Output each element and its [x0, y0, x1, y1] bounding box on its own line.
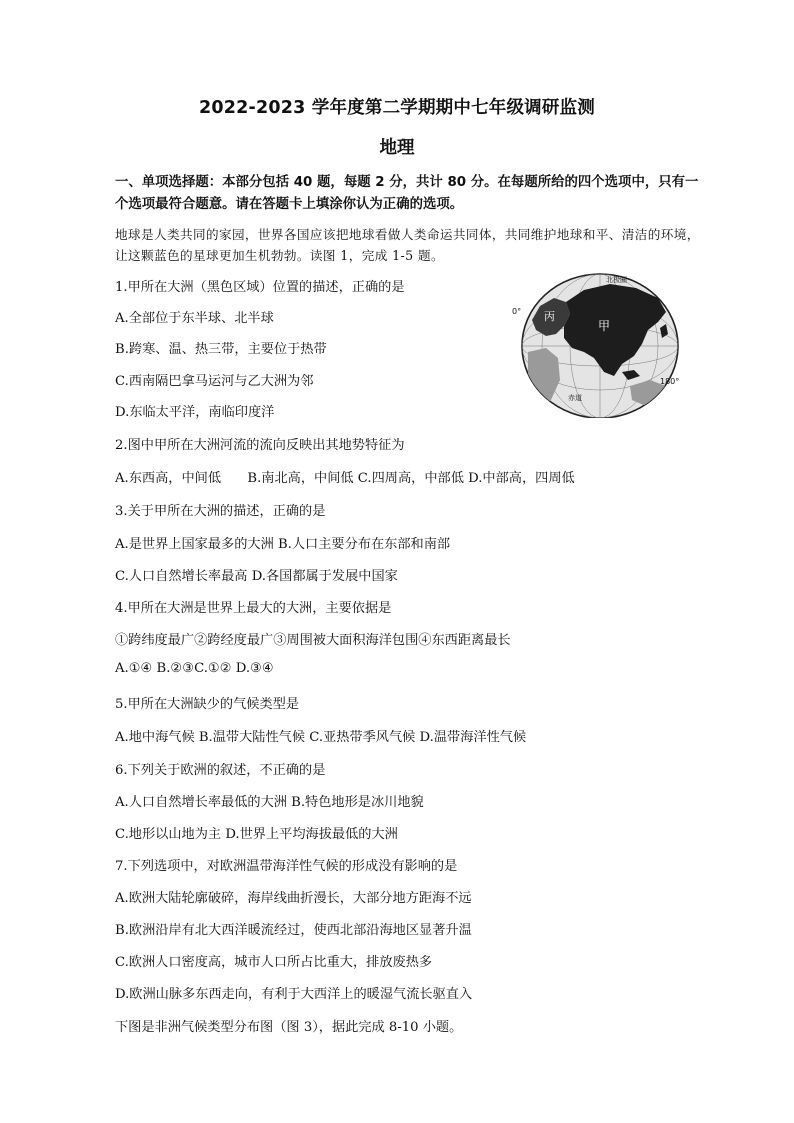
question-line: A.地中海气候 B.温带大陆性气候 C.亚热带季风气候 D.温带海洋性气候 — [115, 730, 527, 745]
question-line: 6.下列关于欧洲的叙述，不正确的是 — [115, 763, 326, 778]
question-line: C.地形以山地为主 D.世界上平均海拔最低的大洲 — [115, 827, 398, 842]
globe-map-figure — [510, 268, 690, 418]
passage-intro: 地球是人类共同的家园，世界各国应该把地球看做人类命运共同体，共同维护地球和平、清洁的环境，让这颗蓝色的星球更加生机勃勃。读图 1，完成 1-5 题。 — [115, 227, 700, 263]
question-line: A.全部位于东半球、北半球 — [115, 311, 274, 326]
question-line: A.欧洲大陆轮廓破碎，海岸线曲折漫长，大部分地方距海不远 — [115, 891, 472, 906]
question-line: 1.甲所在大洲（黑色区域）位置的描述，正确的是 — [115, 280, 405, 295]
question-line: A.东西高，中间低 B.南北高，中间低 C.四周高，中部低 D.中部高，四周低 — [115, 471, 575, 486]
question-line: 4.甲所在大洲是世界上最大的大洲，主要依据是 — [115, 601, 392, 616]
exam-title: 2022-2023 学年度第二学期期中七年级调研监测 — [199, 98, 595, 118]
label-equator: 赤道 — [568, 394, 582, 402]
question-line: B.欧洲沿岸有北大西洋暖流经过，使西北部沿海地区显著升温 — [115, 923, 472, 938]
subject-title: 地理 — [379, 138, 415, 158]
question-line: A.人口自然增长率最低的大洲 B.特色地形是冰川地貌 — [115, 795, 424, 810]
question-line: 2.图中甲所在大洲河流的流向反映出其地势特征为 — [115, 438, 405, 453]
label-lon-180: 180° — [660, 377, 680, 386]
question-line: D.东临太平洋，南临印度洋 — [115, 405, 275, 420]
question-line: A.①④ B.②③C.①② D.③④ — [115, 661, 274, 676]
label-bing: 丙 — [544, 310, 555, 323]
question-line: A.是世界上国家最多的大洲 B.人口主要分布在东部和南部 — [115, 537, 451, 552]
question-line: 下图是非洲气候类型分布图（图 3），据此完成 8-10 小题。 — [115, 1020, 463, 1035]
question-line: C.欧洲人口密度高，城市人口所占比重大，排放废热多 — [115, 955, 433, 970]
question-line: C.人口自然增长率最高 D.各国都属于发展中国家 — [115, 569, 398, 584]
question-line: 7.下列选项中，对欧洲温带海洋性气候的形成没有影响的是 — [115, 859, 458, 874]
label-lon-0: 0° — [512, 307, 522, 316]
question-line: 5.甲所在大洲缺少的气候类型是 — [115, 697, 300, 712]
section-instruction: 一、单项选择题：本部分包括 40 题，每题 2 分，共计 80 分。在每题所给的四个选项中，只有一个选项最符合题意。请在答题卡上填涂你认为正确的选项。 — [115, 175, 699, 212]
question-line: C.西南隔巴拿马运河与乙大洲为邻 — [115, 374, 314, 389]
label-jia: 甲 — [598, 319, 611, 333]
question-line: ①跨纬度最广②跨经度最广③周围被大面积海洋包围④东西距离最长 — [115, 633, 511, 648]
question-line: 3.关于甲所在大洲的描述，正确的是 — [115, 504, 326, 519]
label-arctic-circle: 北极圈 — [606, 276, 627, 284]
question-line: B.跨寒、温、热三带，主要位于热带 — [115, 342, 327, 357]
question-line: D.欧洲山脉多东西走向，有利于大西洋上的暖湿气流长驱直入 — [115, 987, 473, 1002]
